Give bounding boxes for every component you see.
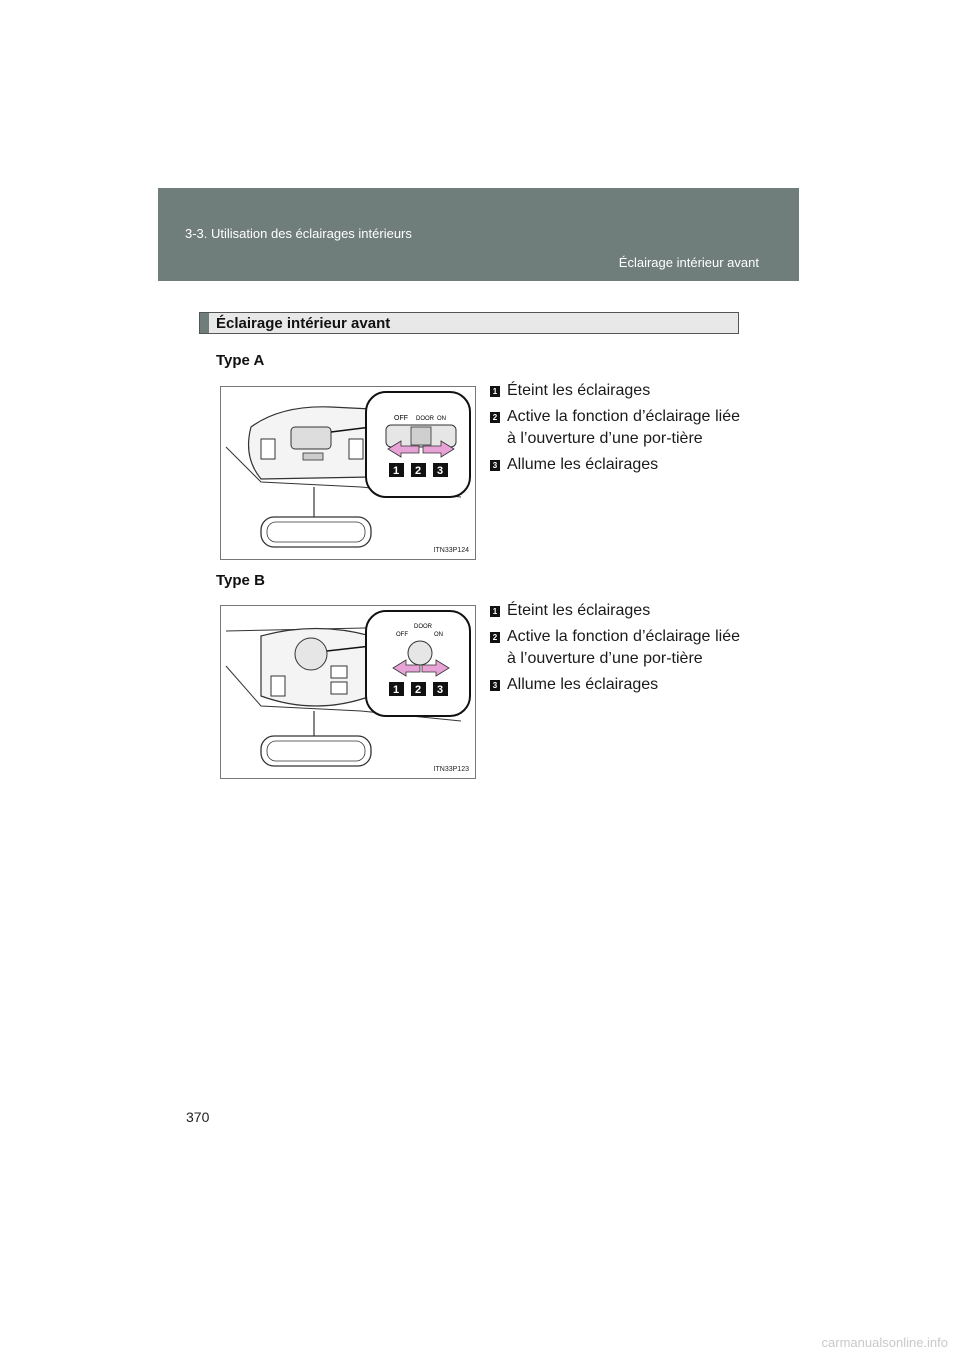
page-number: 370 (186, 1109, 210, 1125)
switch-door-label: DOOR (416, 416, 434, 422)
switch-off-label: OFF (396, 632, 408, 638)
list-item (490, 674, 740, 696)
title-strip (200, 313, 209, 333)
topic-title: Éclairage intérieur avant (216, 315, 391, 332)
section-title: 3-3. Utilisation des éclairages intérieurs (185, 226, 412, 241)
list-item (490, 600, 740, 622)
switch-on-label: ON (437, 416, 446, 422)
callout-3: 3 (437, 465, 444, 477)
switch-door-label: DOOR (414, 624, 432, 630)
item-number: 1 (490, 386, 500, 397)
section-header (158, 188, 799, 281)
list-item (490, 406, 740, 450)
item-text: Active la fonction d’éclairage liée à l’ouverture d’une por-tière (507, 628, 740, 667)
watermark: carmanualsonline.info (821, 1335, 948, 1350)
callout-3: 3 (437, 684, 444, 696)
type-b-label: Type B (216, 572, 265, 589)
item-number: 2 (490, 412, 500, 423)
item-number: 3 (490, 460, 500, 471)
type-a-illustration (221, 387, 475, 559)
list-item (490, 454, 740, 476)
type-a-label: Type A (216, 352, 265, 369)
switch-off-label: OFF (394, 415, 408, 422)
figure-code: ITN33P123 (433, 766, 469, 773)
type-b-illustration (221, 606, 475, 778)
switch-on-label: ON (434, 632, 443, 638)
type-a-figure (220, 386, 476, 560)
callout-1: 1 (393, 684, 400, 696)
figure-code: ITN33P124 (433, 547, 469, 554)
item-number: 1 (490, 606, 500, 617)
type-a-legend (490, 380, 740, 480)
type-b-figure (220, 605, 476, 779)
list-item (490, 380, 740, 402)
item-number: 2 (490, 632, 500, 643)
item-text: Éteint les éclairages (507, 602, 651, 619)
item-number: 3 (490, 680, 500, 691)
callout-1: 1 (393, 465, 400, 477)
topic-title-bar (199, 312, 739, 334)
item-text: Allume les éclairages (507, 456, 659, 473)
list-item (490, 626, 740, 670)
item-text: Active la fonction d’éclairage liée à l’ouverture d’une por-tière (507, 408, 740, 447)
callout-2: 2 (415, 465, 422, 477)
type-b-legend (490, 600, 740, 700)
item-text: Allume les éclairages (507, 676, 659, 693)
item-text: Éteint les éclairages (507, 382, 651, 399)
subsection-title: Éclairage intérieur avant (618, 255, 759, 270)
callout-2: 2 (415, 684, 422, 696)
